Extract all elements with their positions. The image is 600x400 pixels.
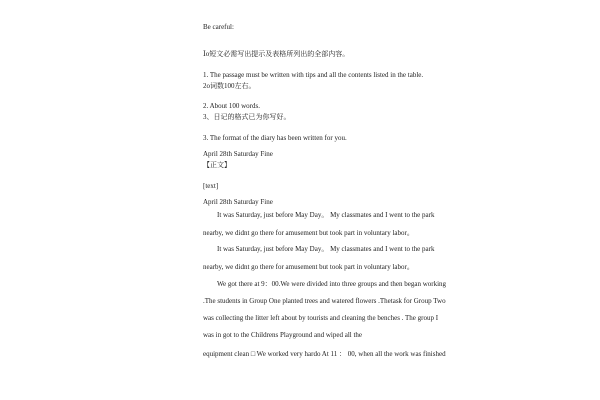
instruction-1-chinese: Ⅰo短文必需写出提示及表格所列出的全部内容。 bbox=[203, 50, 350, 58]
paragraph-line: nearby, we didnt go there for amusement but took part in voluntary labor。 bbox=[203, 263, 414, 271]
instruction-2-chinese: 2o词数100左右。 bbox=[203, 82, 256, 90]
paragraph-line: nearby, we didnt go there for amusement but took part in voluntary labor。 bbox=[203, 229, 414, 237]
paragraph-line: equipment clean □ We worked very hardo At 11 ： 00, when all the work was finished bbox=[203, 350, 446, 358]
instruction-2-english: 2. About 100 words. bbox=[203, 102, 260, 110]
note-heading: Be careful: bbox=[203, 23, 234, 31]
diary-date-header: April 28th Saturday Fine bbox=[203, 150, 273, 158]
instruction-3-english: 3. The format of the diary has been written for you. bbox=[203, 134, 347, 142]
body-section-label: 【正文】 bbox=[203, 161, 231, 169]
instruction-3-chinese: 3、日记的格式已为你写好。 bbox=[203, 113, 291, 121]
paragraph-line: was in got to the Childrens Playground and wiped all the bbox=[203, 331, 363, 339]
instruction-1-english: 1. The passage must be written with tips and all the contents listed in the table. bbox=[203, 71, 424, 79]
text-section-label: [text] bbox=[203, 182, 219, 190]
diary-date-line: April 28th Saturday Fine bbox=[203, 198, 273, 206]
paragraph-line: It was Saturday, just before May Day。 My classmates and I went to the park bbox=[217, 211, 435, 219]
paragraph-line: We got there at 9：00.We were divided into three groups and then began working bbox=[217, 280, 447, 288]
paragraph-line: It was Saturday, just before May Day。 My classmates and I went to the park bbox=[217, 245, 435, 253]
paragraph-line: was collecting the litter left about by tourists and cleaning the benches . The group I bbox=[203, 314, 439, 322]
paragraph-line: .The students in Group One planted trees and watered flowers .Thetask for Group Two bbox=[203, 297, 446, 305]
